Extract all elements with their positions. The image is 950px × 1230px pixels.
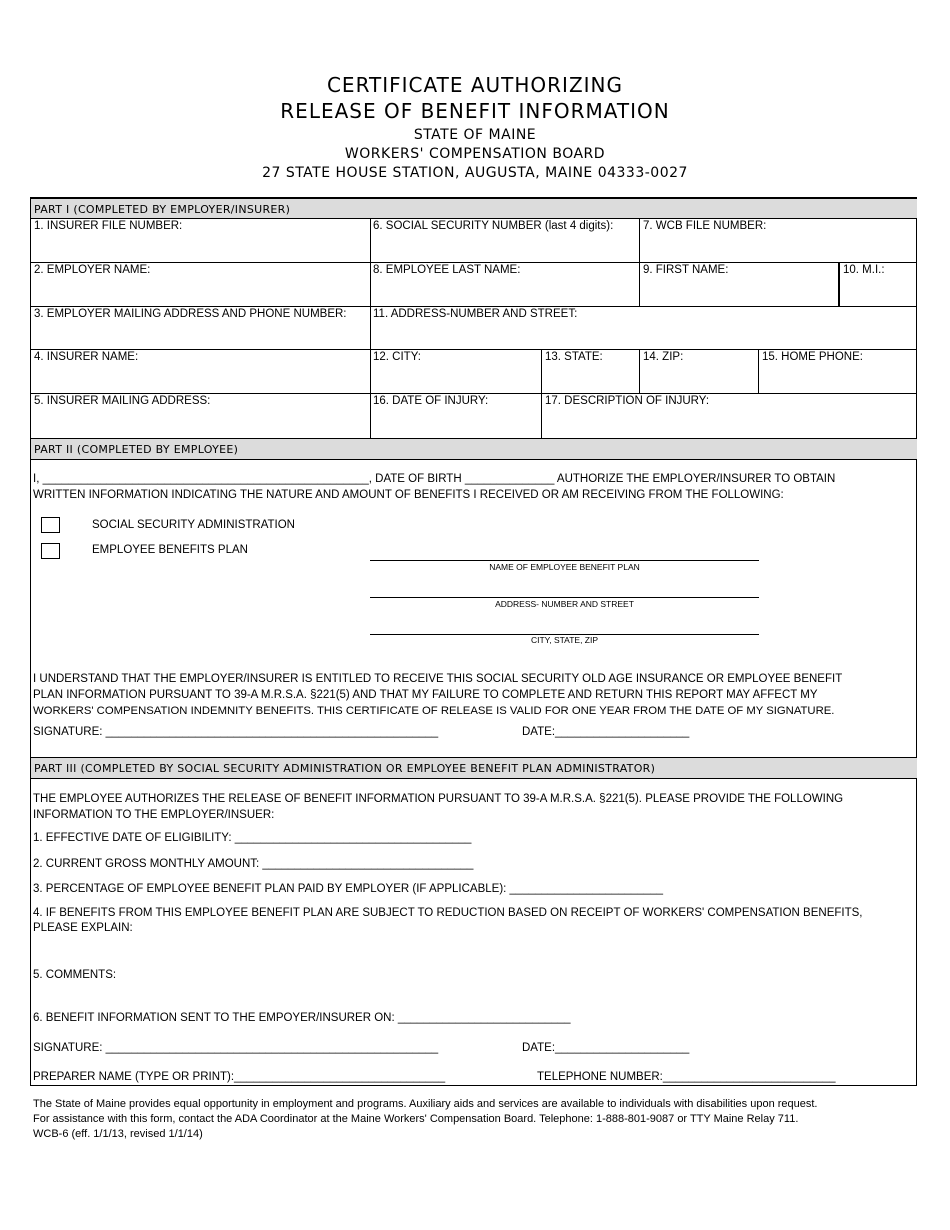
divider [370,219,371,438]
employee-street-address-field[interactable]: 11. ADDRESS-NUMBER AND STREET: [373,308,578,320]
date-of-injury-field[interactable]: 16. DATE OF INJURY: [373,395,489,407]
understanding-line-1: I UNDERSTAND THAT THE EMPLOYER/INSURER IS ENTITLED TO RECEIVE THIS SOCIAL SECURITY OLD AGE INSURANCE OR EMPLOYEE BENEFIT [33,673,843,685]
employee-last-name-field[interactable]: 8. EMPLOYEE LAST NAME: [373,264,521,276]
zip-field[interactable]: 14. ZIP: [643,351,684,363]
plan-name-line[interactable] [370,560,759,561]
city-field[interactable]: 12. CITY: [373,351,421,363]
ssa-checkbox[interactable] [41,517,60,533]
insurer-file-number-field[interactable]: 1. INSURER FILE NUMBER: [34,220,183,232]
gross-monthly-amount-field[interactable]: 2. CURRENT GROSS MONTHLY AMOUNT: _________________________________ [33,858,474,870]
divider [541,349,542,438]
employer-paid-percentage-field[interactable]: 3. PERCENTAGE OF EMPLOYEE BENEFIT PLAN PAID BY EMPLOYER (IF APPLICABLE): ________________________ [33,883,664,895]
plan-address-line[interactable] [370,597,759,598]
comments-field[interactable]: 5. COMMENTS: [33,969,117,981]
title-line-1: CERTIFICATE AUTHORIZING [326,73,624,97]
part3-header: PART III (COMPLETED BY SOCIAL SECURITY ADMINISTRATION OR EMPLOYEE BENEFIT PLAN ADMINISTRATOR) [31,757,917,779]
title-line-2: RELEASE OF BENEFIT INFORMATION [280,99,670,123]
divider [31,262,917,263]
benefit-plan-checkbox[interactable] [41,543,60,559]
reduction-explanation-line-2[interactable]: PLEASE EXPLAIN: [33,922,133,934]
employee-date-field[interactable]: DATE:_____________________ [522,726,690,738]
administrator-signature-field[interactable]: SIGNATURE: ____________________________________________________ [33,1042,439,1054]
first-name-field[interactable]: 9. FIRST NAME: [643,264,729,276]
employer-name-field[interactable]: 2. EMPLOYER NAME: [34,264,151,276]
administrator-date-field[interactable]: DATE:_____________________ [522,1042,690,1054]
divider [639,349,640,393]
authorization-line-1[interactable]: I, ___________________________________________________, DATE OF BIRTH ______________ AUTHORIZE THE EMPLOYER/INSURER TO OBTAIN [33,473,836,485]
divider [31,306,917,307]
employer-address-phone-field[interactable]: 3. EMPLOYER MAILING ADDRESS AND PHONE NUMBER: [34,308,347,320]
wcb-file-number-field[interactable]: 7. WCB FILE NUMBER: [643,220,767,232]
eligibility-date-field[interactable]: 1. EFFECTIVE DATE OF ELIGIBILITY: _____________________________________ [33,832,472,844]
part1-header: PART I (COMPLETED BY EMPLOYER/INSURER) [31,198,917,219]
board-address: 27 STATE HOUSE STATION, AUGUSTA, MAINE 04333-0027 [262,165,688,181]
ada-assistance-notice: For assistance with this form, contact the ADA Coordinator at the Maine Workers' Compensation Board. Telephone: 1-888-801-9087 or TTY Maine Relay 711. [33,1113,799,1125]
divider [639,219,640,306]
form-identifier: WCB-6 (eff. 1/1/13, revised 1/1/14) [33,1128,203,1140]
insurer-mailing-address-field[interactable]: 5. INSURER MAILING ADDRESS: [34,395,211,407]
benefit-plan-option-label: EMPLOYEE BENEFITS PLAN [92,544,248,556]
ssa-option-label: SOCIAL SECURITY ADMINISTRATION [92,519,295,531]
authorization-line-2: WRITTEN INFORMATION INDICATING THE NATURE AND AMOUNT OF BENEFITS I RECEIVED OR AM RECEIVING FROM THE FOLLOWING: [33,489,784,501]
part2-header: PART II (COMPLETED BY EMPLOYEE) [31,438,917,460]
middle-initial-field[interactable]: 10. M.I.: [843,264,885,276]
understanding-line-3: WORKERS' COMPENSATION INDEMNITY BENEFITS. THIS CERTIFICATE OF RELEASE IS VALID FOR ONE YEAR FROM THE DATE OF MY SIGNATURE. [33,705,835,717]
employee-signature-field[interactable]: SIGNATURE: ____________________________________________________ [33,726,439,738]
home-phone-field[interactable]: 15. HOME PHONE: [762,351,863,363]
divider [31,393,917,394]
telephone-number-field[interactable]: TELEPHONE NUMBER:___________________________ [537,1071,836,1083]
state-field[interactable]: 13. STATE: [545,351,603,363]
understanding-line-2: PLAN INFORMATION PURSUANT TO 39-A M.R.S.A. §221(5) AND THAT MY FAILURE TO COMPLETE AND RETURN THIS REPORT MAY AFFECT MY [33,689,818,701]
description-of-injury-field[interactable]: 17. DESCRIPTION OF INJURY: [545,395,710,407]
plan-name-caption: NAME OF EMPLOYEE BENEFIT PLAN [489,562,640,572]
form-header [0,72,950,183]
divider [758,349,759,393]
state-name: STATE OF MAINE [413,127,537,143]
reduction-explanation-line-1: 4. IF BENEFITS FROM THIS EMPLOYEE BENEFIT PLAN ARE SUBJECT TO REDUCTION BASED ON RECEIPT OF WORKERS' COMPENSATION BENEFITS, [33,907,863,919]
preparer-name-field[interactable]: PREPARER NAME (TYPE OR PRINT):_________________________________ [33,1071,446,1083]
part3-intro-line-2: INFORMATION TO THE EMPLOYER/INSUER: [33,809,275,821]
plan-address-caption: ADDRESS- NUMBER AND STREET [495,599,634,609]
board-name: WORKERS' COMPENSATION BOARD [344,146,606,162]
part3-intro-line-1: THE EMPLOYEE AUTHORIZES THE RELEASE OF BENEFIT INFORMATION PURSUANT TO 39-A M.R.S.A. §221(5). PLEASE PROVIDE THE FOLLOWING [33,793,844,805]
equal-opportunity-notice: The State of Maine provides equal opportunity in employment and programs. Auxiliary aids and services are available to individuals with disabilities upon request. [33,1098,818,1110]
ssn-last4-field[interactable]: 6. SOCIAL SECURITY NUMBER (last 4 digits): [373,220,614,232]
divider [31,349,917,350]
insurer-name-field[interactable]: 4. INSURER NAME: [34,351,139,363]
info-sent-date-field[interactable]: 6. BENEFIT INFORMATION SENT TO THE EMPOYER/INSURER ON: ___________________________ [33,1012,571,1024]
plan-city-caption: CITY, STATE, ZIP [530,635,599,645]
divider [838,262,840,306]
